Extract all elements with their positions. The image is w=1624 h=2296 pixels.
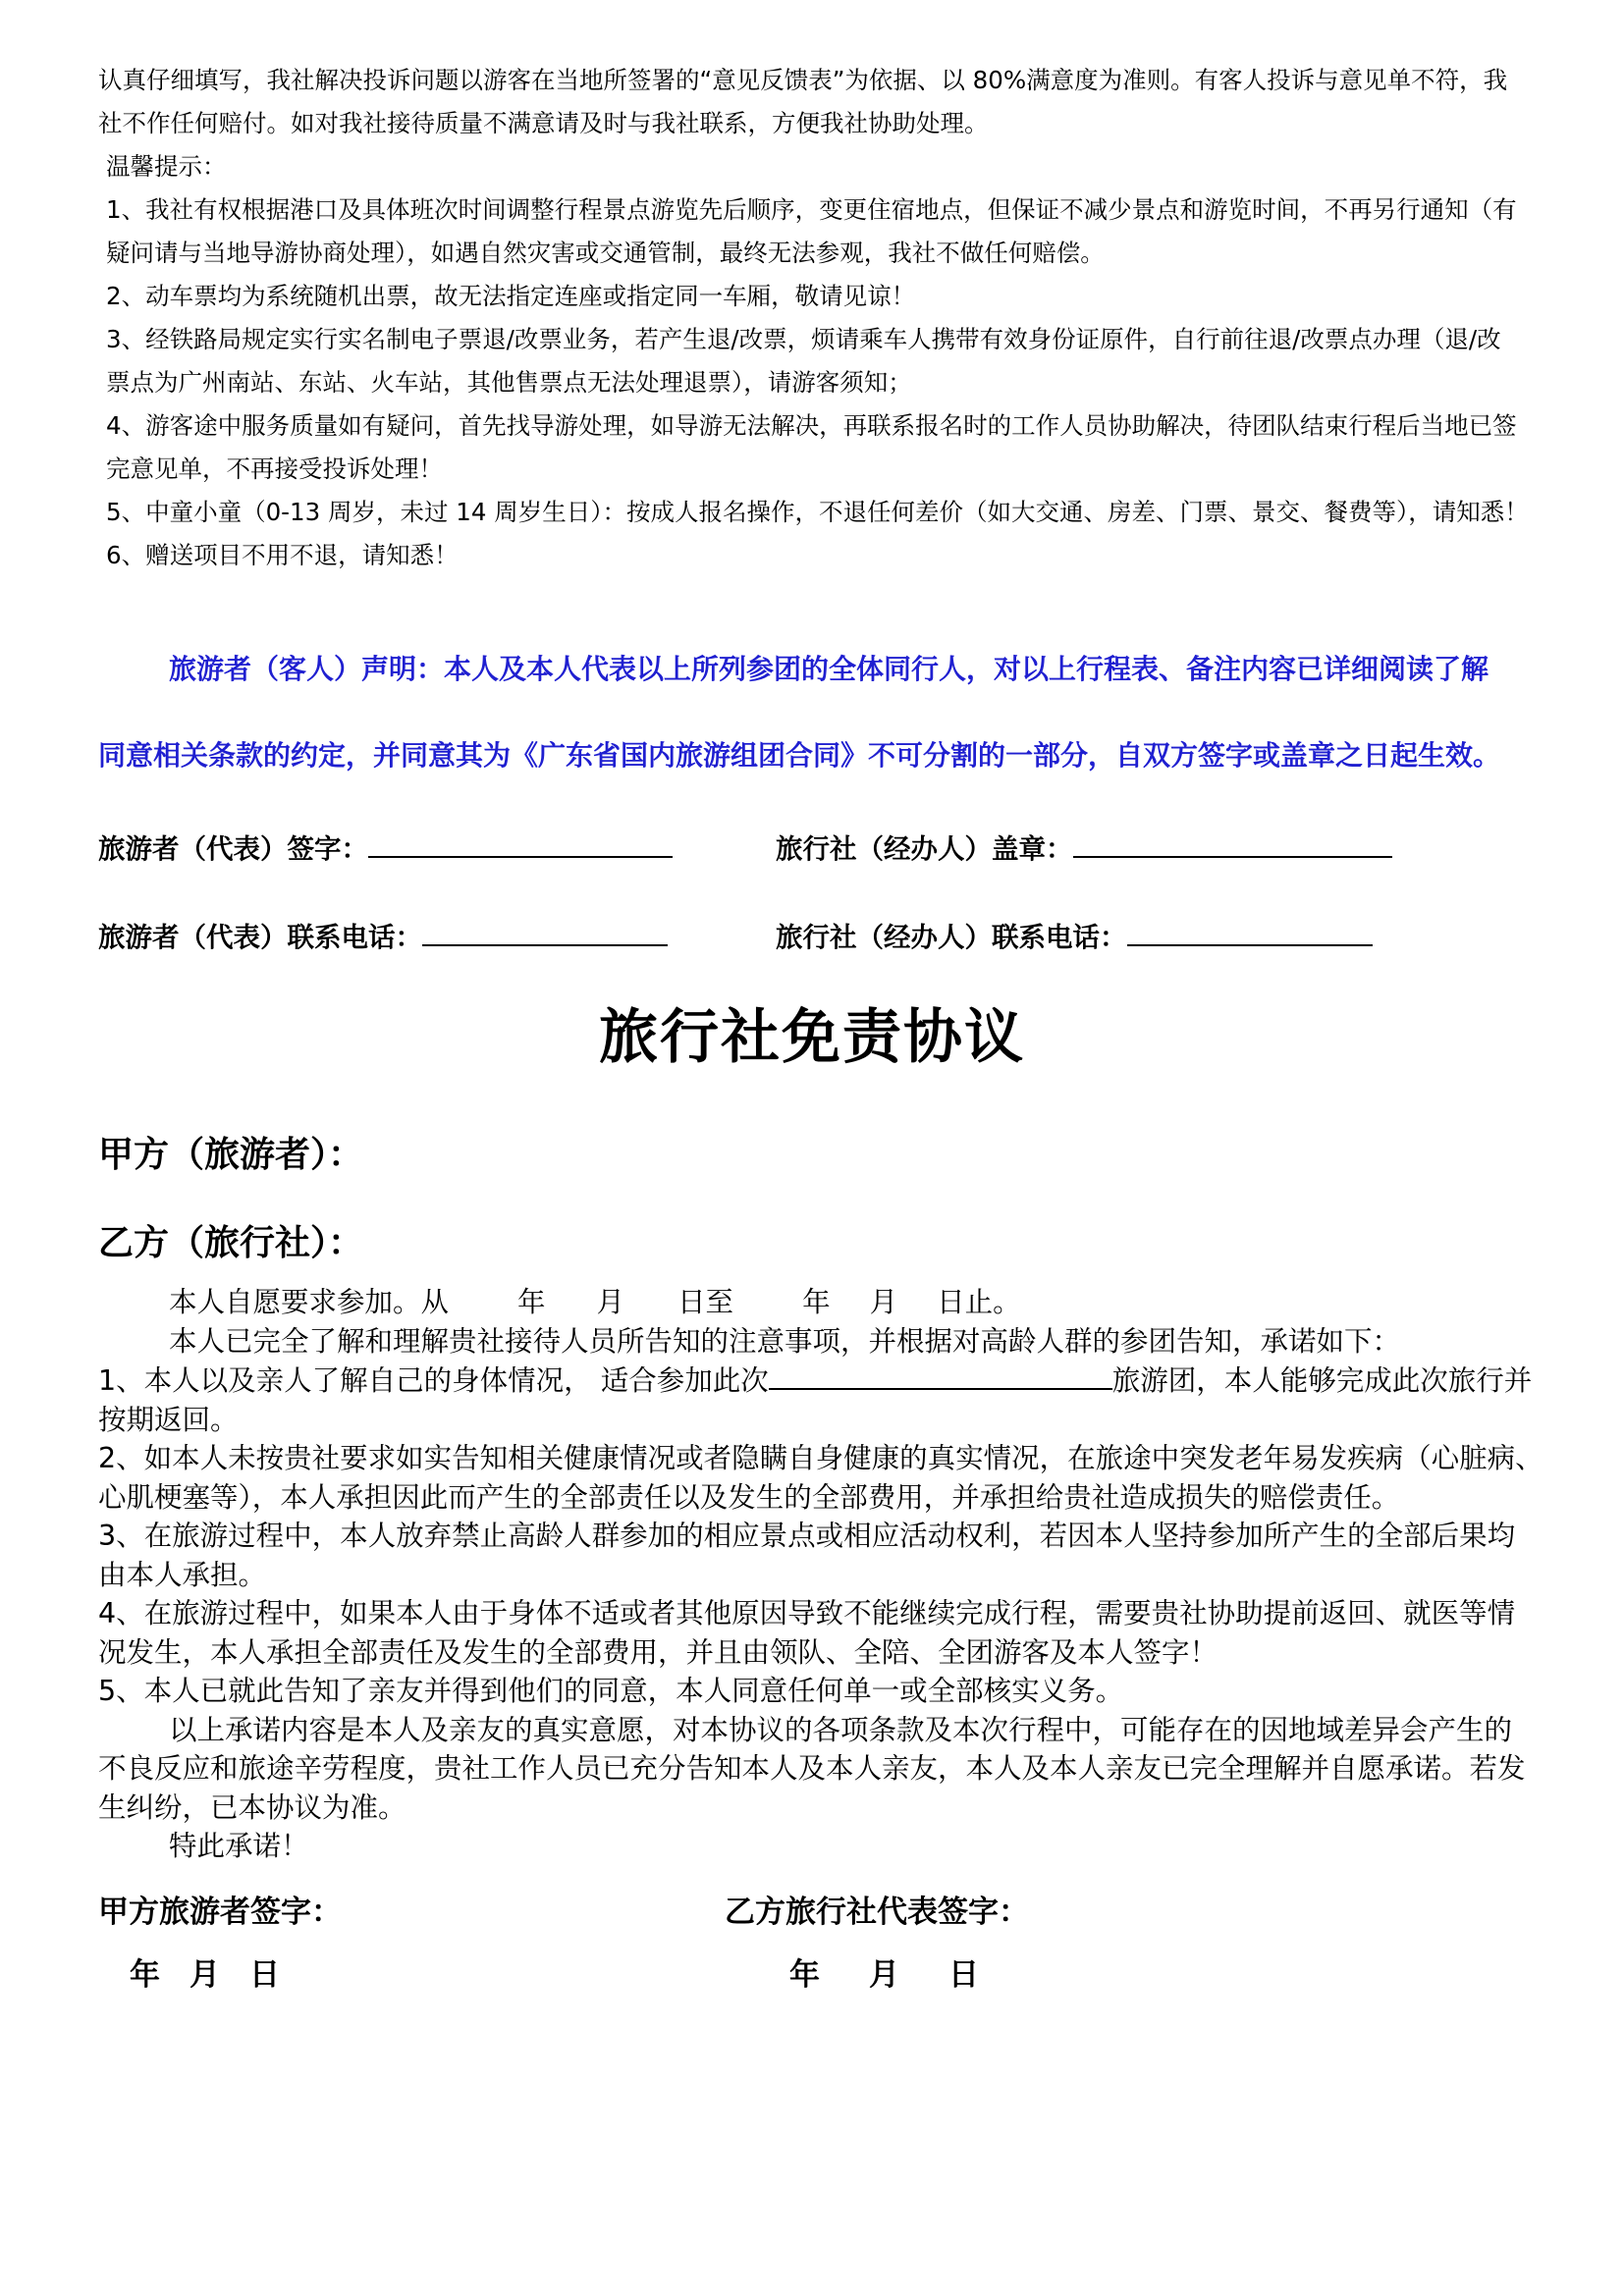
item-3-line: 由本人承担。 — [98, 1558, 267, 1591]
declaration-line-2: 同意相关条款的约定，并同意其为《广东省国内旅游组团合同》不可分割的一部分，自双方签字或盖章之日起生效。 — [98, 739, 1501, 772]
date-day: 日 — [249, 1957, 280, 1993]
date-month: 月 — [869, 1286, 898, 1318]
item-1-text: 旅游团，本人能够完成此次旅行并 — [1111, 1364, 1533, 1397]
date-year: 年 — [789, 1957, 820, 1993]
intro-line: 本人已完全了解和理解贵社接待人员所告知的注意事项，并根据对高龄人群的参团告知，承诺如下： — [169, 1324, 1401, 1358]
closing-line: 不良反应和旅途辛劳程度，贵社工作人员已充分告知本人及本人亲友，本人及本人亲友已完全理解并自愿承诺。若发 — [98, 1752, 1526, 1785]
date-text: 本人自愿要求参加。从 — [169, 1286, 450, 1318]
tourist-phone-field — [98, 915, 668, 954]
signature-line — [368, 832, 673, 858]
item-1-line: 按期返回。 — [98, 1403, 239, 1436]
date-day: 日至 — [677, 1286, 734, 1318]
tip-line: 4、游客途中服务质量如有疑问，首先找导游处理，如导游无法解决，再联系报名时的工作人员协助解决，待团队结束行程后当地已签 — [106, 411, 1517, 440]
agency-seal-field — [776, 827, 1392, 866]
tip-line: 疑问请与当地导游协商处理），如遇自然灾害或交通管制，最终无法参观，我社不做任何赔偿。 — [106, 239, 1105, 267]
item-1-text: 1、本人以及亲人了解自己的身体情况， 适合参加此次 — [98, 1364, 769, 1397]
date-month: 月 — [869, 1957, 899, 1993]
tourist-sign-field — [98, 827, 673, 866]
closing-line: 以上承诺内容是本人及亲友的真实意愿，对本协议的各项条款及本次行程中，可能存在的因地域差异会产生的 — [169, 1713, 1513, 1746]
agreement-title: 旅行社免责协议 — [599, 1003, 1025, 1072]
agency-seal-label: 旅行社（经办人）盖章： — [776, 833, 1073, 865]
closing-line: 生纠纷，已本协议为准。 — [98, 1790, 406, 1824]
tourist-sign-label: 旅游者（代表）签字： — [98, 833, 368, 865]
item-4-line: 4、在旅游过程中，如果本人由于身体不适或者其他原因导致不能继续完成行程，需要贵社协助提前返回、就医等情 — [98, 1597, 1516, 1629]
date-day: 日 — [948, 1957, 979, 1993]
notice-line: 社不作任何赔付。如对我社接待质量不满意请及时与我社联系，方便我社协助处理。 — [98, 109, 989, 137]
item-5-line: 5、本人已就此告知了亲友并得到他们的同意，本人同意任何单一或全部核实义务。 — [98, 1675, 1124, 1707]
item-3-line: 3、在旅游过程中，本人放弃禁止高龄人群参加的相应景点或相应活动权利，若因本人坚持参加所产生的全部后果均 — [98, 1520, 1516, 1552]
tip-line: 5、中童小童（0-13 周岁，未过 14 周岁生日）：按成人报名操作，不退任何差价（如大交通、房差、门票、景交、餐费等），请知悉！ — [106, 498, 1529, 526]
signature-line — [1127, 921, 1373, 946]
agreement-body — [98, 1283, 1561, 1866]
tip-line: 2、动车票均为系统随机出票，故无法指定连座或指定同一车厢，敬请见谅！ — [106, 282, 916, 310]
signature-line — [1073, 832, 1392, 858]
party-a-label: 甲方（旅游者）： — [98, 1135, 364, 1175]
date-month: 月 — [596, 1286, 625, 1318]
signature-line — [422, 921, 668, 946]
date-year: 年 — [802, 1286, 831, 1318]
date-day: 日止。 — [937, 1286, 1021, 1318]
party-b-date — [789, 1949, 979, 1994]
tips-heading: 温馨提示： — [106, 152, 227, 181]
item-4-line: 况发生，本人承担全部责任及发生的全部费用，并且由领队、全陪、全团游客及本人签字！ — [98, 1635, 1218, 1669]
tourist-phone-label: 旅游者（代表）联系电话： — [98, 922, 422, 953]
party-a-date — [130, 1949, 280, 1994]
agency-phone-field — [776, 915, 1373, 954]
party-b-label: 乙方（旅行社）： — [98, 1223, 364, 1263]
tip-line: 3、经铁路局规定实行实名制电子票退/改票业务，若产生退/改票，烦请乘车人携带有效身份证原件，自行前往退/改票点办理（退/改 — [106, 325, 1501, 353]
tip-line: 完意见单，不再接受投诉处理！ — [106, 454, 443, 483]
item-2-line: 2、如本人未按贵社要求如实告知相关健康情况或者隐瞒自身健康的真实情况，在旅途中突发老年易发疾病（心脏病、 — [98, 1442, 1543, 1474]
tip-line: 1、我社有权根据港口及具体班次时间调整行程景点游览先后顺序，变更住宿地点，但保证不减少景点和游览时间，不再另行通知（有 — [106, 195, 1517, 224]
item-1-line — [98, 1361, 1561, 1401]
tip-line: 6、赠送项目不用不退，请知悉！ — [106, 541, 459, 569]
tour-name-blank — [769, 1361, 1112, 1390]
pledge-line: 特此承诺！ — [169, 1830, 309, 1862]
agency-phone-label: 旅行社（经办人）联系电话： — [776, 922, 1127, 953]
date-range-line — [98, 1283, 1561, 1322]
notice-line: 认真仔细填写，我社解决投诉问题以游客在当地所签署的“意见反馈表”为依据、以 80%满意度为准则。有客人投诉与意见单不符，我 — [98, 66, 1508, 94]
tip-line: 票点为广州南站、东站、火车站，其他售票点无法处理退票），请游客须知； — [106, 368, 912, 397]
notice-paragraph — [98, 59, 1561, 577]
party-b-sign-label: 乙方旅行社代表签字： — [725, 1895, 1029, 1930]
party-a-sign-label: 甲方旅游者签字： — [98, 1895, 342, 1930]
date-month: 月 — [189, 1957, 220, 1993]
date-year: 年 — [517, 1286, 546, 1318]
date-year: 年 — [130, 1957, 160, 1993]
item-2-line: 心肌梗塞等），本人承担因此而产生的全部责任以及发生的全部费用，并承担给贵社造成损失的赔偿责任。 — [98, 1480, 1400, 1514]
declaration-line-1: 旅游者（客人）声明：本人及本人代表以上所列参团的全体同行人，对以上行程表、备注内容已详细阅读了解 — [169, 653, 1489, 685]
